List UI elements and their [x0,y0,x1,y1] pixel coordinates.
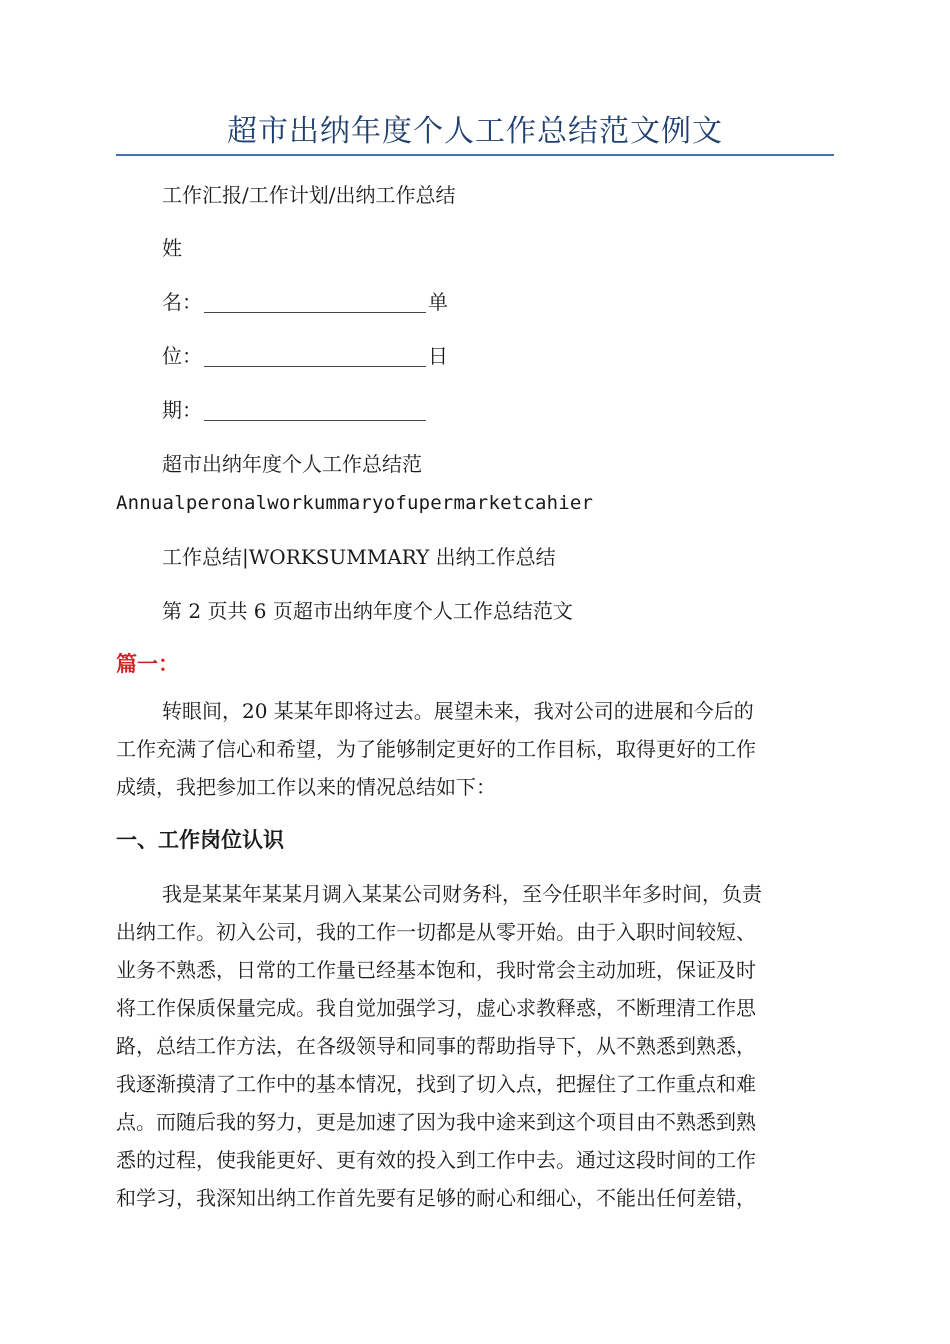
body-line: 我逐渐摸清了工作中的基本情况，找到了切入点，把握住了工作重点和难 [116,1072,756,1096]
name-blank [204,292,426,313]
intro-line-3: 成绩，我把参加工作以来的情况总结如下： [116,775,496,799]
unit-label-first-char: 单 [428,290,448,314]
category-line: 工作汇报/工作计划/出纳工作总结 [162,183,456,207]
body-line: 路，总结工作方法，在各级领导和同事的帮助指导下，从不熟悉到熟悉， [116,1034,756,1058]
body-line: 我是某某年某某月调入某某公司财务科，至今任职半年多时间，负责 [162,882,762,906]
date-label-second-char: 期： [162,398,202,422]
name-label-second-char: 名： [162,290,202,314]
document-title: 超市出纳年度个人工作总结范文例文 [227,114,723,149]
part-heading: 篇一： [116,652,179,676]
body-line: 和学习，我深知出纳工作首先要有足够的耐心和细心，不能出任何差错， [116,1186,756,1210]
subtitle-chinese: 超市出纳年度个人工作总结范 [162,452,422,476]
name-label-first-char: 姓 [162,236,182,260]
date-row [162,396,428,424]
intro-line-1: 转眼间，20 某某年即将过去。展望未来，我对公司的进展和今后的 [162,699,754,723]
date-blank [204,400,426,421]
unit-blank [204,346,426,367]
name-unit-row [162,288,448,316]
body-line: 业务不熟悉，日常的工作量已经基本饱和，我时常会主动加班，保证及时 [116,958,756,982]
title-underline [116,154,834,156]
unit-label-second-char: 位： [162,344,202,368]
body-line: 出纳工作。初入公司，我的工作一切都是从零开始。由于入职时间较短、 [116,920,756,944]
body-line: 将工作保质保量完成。我自觉加强学习，虚心求教释惑，不断理清工作思 [116,996,756,1020]
body-line: 悉的过程，使我能更好、更有效的投入到工作中去。通过这段时间的工作 [116,1148,756,1172]
unit-date-row [162,342,448,370]
subtitle-english: Annualperonalworkummaryofupermarketcahier [116,492,594,514]
section-heading: 一、工作岗位认识 [116,828,284,852]
intro-line-2: 工作充满了信心和希望，为了能够制定更好的工作目标，取得更好的工作 [116,737,756,761]
page-number-line: 第 2 页共 6 页超市出纳年度个人工作总结范文 [162,599,573,623]
tag-line: 工作总结|WORKSUMMARY 出纳工作总结 [162,545,556,569]
body-line: 点。而随后我的努力，更是加速了因为我中途来到这个项目由不熟悉到熟 [116,1110,756,1134]
date-label-first-char: 日 [428,344,448,368]
